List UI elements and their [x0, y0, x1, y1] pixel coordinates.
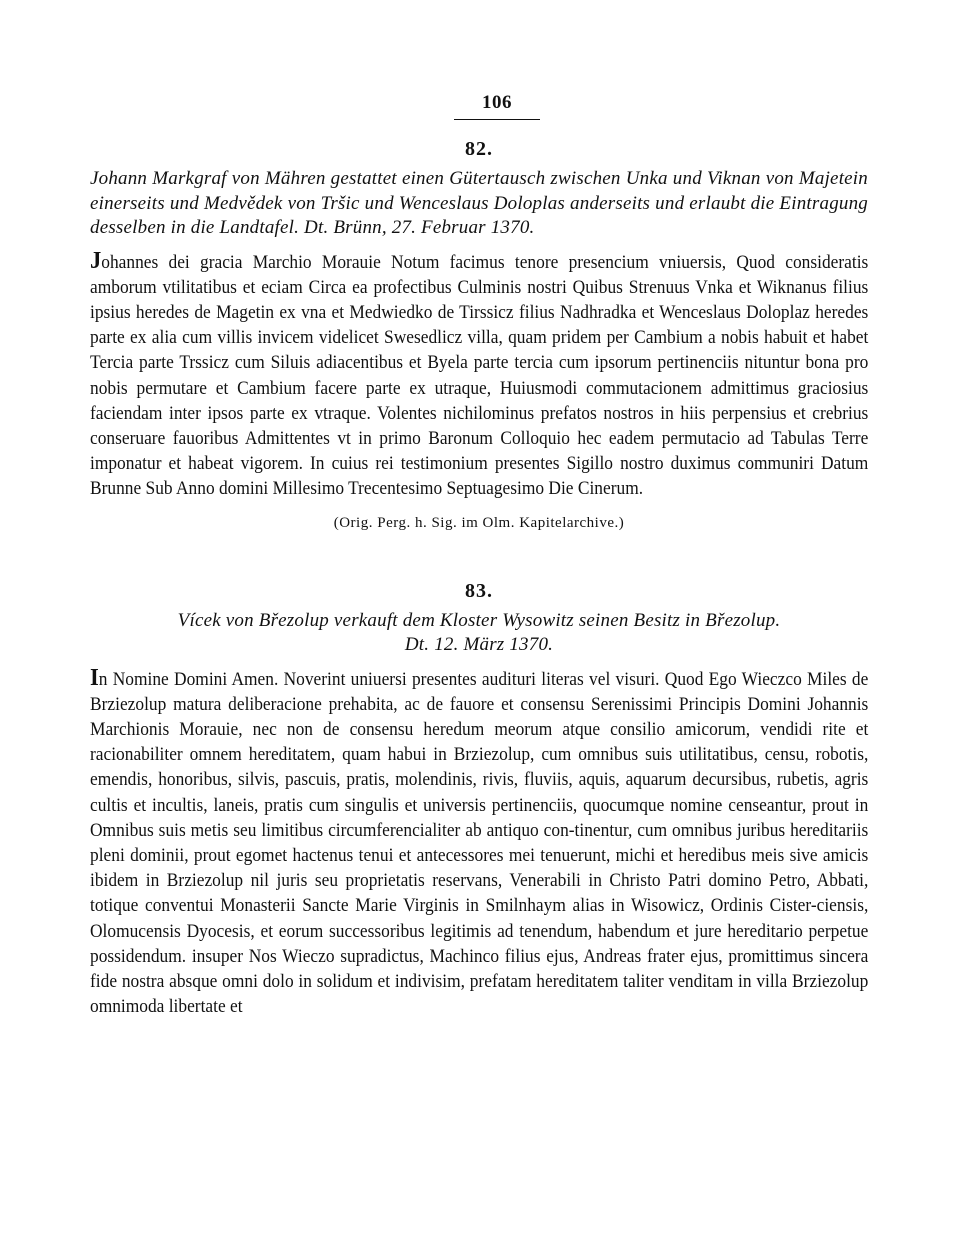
- document-summary-line1: Vícek von Březolup verkauft dem Kloster Wysowitz seinen Besitz in Březolup.: [177, 609, 781, 631]
- page-number-rule: [454, 119, 540, 120]
- document-summary: Johann Markgraf von Mähren gestattet einen Gütertausch zwischen Unka und Viknan von Majetein einerseits und Medvědek von Tršic und Wenceslaus Doloplas anderseits und erlaubt die Eintragung desselben in die Landtafel. Dt. Brünn, 27. Februar 1370.: [90, 168, 868, 238]
- body-text: n Nomine Domini Amen. Noverint uniuersi presentes audituri literas vel visuri. Quod Ego Wieczco Miles de Brziezolup matura deliberacione prehabita, ac de fauore et consensu Serenissimi Principis Domini Johannis Marchionis Morauie, nec non de consensu heredum meorum atque consilio amicorum, vendidi rite et racionabiliter omnem hereditatem, quam habui in Brziezolup, cum omnibus suis utilitatibus, censu, robotis, emendis, honoribus, silvis, pascuis, pratis, molendinis, rivis, fluviis, aquis, aquarum decursibus, rubetis, agris cultis et incultis, laneis, pratis cum singulis et universis pertinenciis, quocumque nomine censeantur, prout in Omnibus suis metis seu limitibus circumferencialiter ab antiquo con-tinentur, cum omnibus juribus hereditariis pleni dominii, prout egomet hactenus tenui et antecessores mei tenuerunt, michi et heredibus meis sive amicis ibidem in Brziezolup nil juris seu proprietatis reservans, Venerabili in Christo Patri domino Petro, Abbati, totique conventui Monasterii Sancte Marie Virginis in Smilnhaym alias in Wisowicz, Ordinis Cister-ciensis, Olomucensis Dyocesis, et eorum successoribus legitimis ad tenendum, habendum et jure hereditario perpetue possidendum. insuper Nos Wieczo supradictus, Machinco filius ejus, Andreas frater ejus, promittimus sincera fide nostra absque omni dolo in solidum et indivisim, prefatam hereditatem taliter venditam in villa Brziezolup omnimoda libertate et: [90, 669, 869, 1018]
- charter-83: [90, 580, 868, 1021]
- document-number: 82.: [465, 138, 493, 160]
- body-text: ohannes dei gracia Marchio Morauie Notum facimus tenore presencium vniuersis, Quod consideratis amborum vtilitatibus et eciam Circa ea profectibus Culminis nostri Quibus Strenuus Vnka et Wiknanus filius ipsius heredes de Magetin ex vna et Medwiedko de Tirssicz filius Nadhradka et Wenceslaus Doloplaz heredes parte ex alia cum villis invicem videlicet Swesedlicz villa, quam pridem per Cambium a nobis habuit et habet Tercia parte Trssicz cum Siluis adiacentibus et Byela parte tercia cum ipsorum pertinenciis nituntur bona pro nobis permutare et Cambium facere parte ex utraque, Huiusmodi commutacionem admittimus graciosius faciendam inter ipsos parte ex vtraque. Volentes nichilominus prefatos nostros in hiis perpensius et crebrius conseruare fauoribus Admittentes vt in primo Baronum Colloquio hec eadem permutacio ad Tabulas Terre imponatur et habeat vigorem. In cuius rei testimonium presentes Sigillo nostro duximus communiri Datum Brunne Sub Anno domini Millesimo Trecentesimo Septuagesimo Die Cinerum.: [90, 252, 869, 500]
- page-number: 106: [482, 92, 512, 113]
- source-note: (Orig. Perg. h. Sig. im Olm. Kapitelarchive.): [333, 514, 625, 531]
- document-body: [90, 247, 869, 503]
- document-summary-line2: Dt. 12. März 1370.: [404, 634, 554, 656]
- initial-letter: J: [90, 247, 102, 274]
- charter-82: [90, 138, 868, 532]
- document-number: 83.: [465, 579, 493, 602]
- document-page: [90, 92, 868, 1020]
- initial-letter: I: [90, 664, 99, 691]
- document-body: [90, 664, 869, 1021]
